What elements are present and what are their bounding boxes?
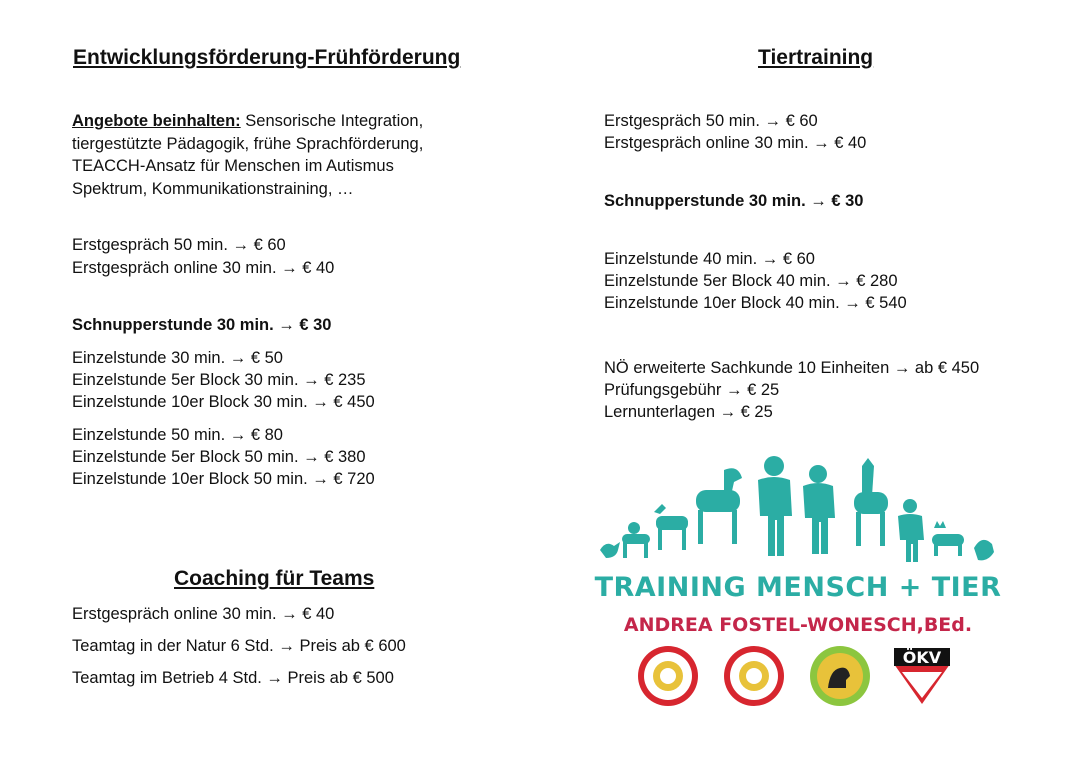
price-line: Einzelstunde 30 min. → € 50 xyxy=(72,349,283,367)
coaching-item: Teamtag im Betrieb 4 Std. → Preis ab € 500 xyxy=(72,669,394,687)
price-line: Erstgespräch online 30 min. → € 40 xyxy=(72,259,335,277)
badge-seal-icon xyxy=(638,646,698,706)
offers-line-2: tiergestützte Pädagogik, frühe Sprachförderung, xyxy=(72,134,424,153)
price-line: Prüfungsgebühr → € 25 xyxy=(604,381,780,399)
offers-line-3: TEACCH-Ansatz für Menschen im Autismus xyxy=(72,157,394,175)
price-line-trial: Schnupperstunde 30 min. → € 30 xyxy=(72,316,332,334)
therapy-dog-badge-icon xyxy=(810,646,870,706)
brand-logo xyxy=(592,450,1004,710)
price-line: Einzelstunde 10er Block 30 min. → € 450 xyxy=(72,393,375,411)
price-line: Erstgespräch online 30 min. → € 40 xyxy=(604,134,867,152)
people-animals-silhouette xyxy=(592,450,1004,578)
certification-badges xyxy=(592,644,1004,708)
price-line: Erstgespräch 50 min. → € 60 xyxy=(604,112,818,130)
okv-badge-text: ÖKV xyxy=(902,648,942,667)
brand-title: TRAINING MENSCH + TIER xyxy=(594,572,1002,603)
coaching-heading: Coaching für Teams xyxy=(174,567,375,590)
coaching-item: Erstgespräch online 30 min. → € 40 xyxy=(72,605,335,623)
okv-badge-icon xyxy=(894,648,950,704)
price-line: Einzelstunde 40 min. → € 60 xyxy=(604,250,815,268)
price-line: Lernunterlagen → € 25 xyxy=(604,403,773,421)
offers-line-4: Spektrum, Kommunikationstraining, … xyxy=(72,179,354,198)
badge-seal-icon xyxy=(724,646,784,706)
offers-label: Angebote beinhalten: xyxy=(72,112,241,130)
price-line: Einzelstunde 5er Block 40 min. → € 280 xyxy=(604,272,898,290)
price-line-trial: Schnupperstunde 30 min. → € 30 xyxy=(604,192,864,210)
price-line: Einzelstunde 5er Block 50 min. → € 380 xyxy=(72,448,366,466)
right-heading: Tiertraining xyxy=(758,46,874,69)
offers-line-1: Sensorische Integration, xyxy=(240,112,424,130)
price-line: Erstgespräch 50 min. → € 60 xyxy=(72,236,286,254)
left-heading: Entwicklungsförderung-Frühförderung xyxy=(73,46,461,69)
offers-paragraph xyxy=(72,110,472,200)
coaching-item: Teamtag in der Natur 6 Std. → Preis ab € 600 xyxy=(72,637,406,655)
price-line: Einzelstunde 5er Block 30 min. → € 235 xyxy=(72,371,366,389)
price-line: NÖ erweiterte Sachkunde 10 Einheiten → ab € 450 xyxy=(604,359,980,377)
brand-subtitle: ANDREA FOSTEL-WONESCH,BEd. xyxy=(623,614,973,636)
price-line: Einzelstunde 10er Block 50 min. → € 720 xyxy=(72,470,375,488)
price-line: Einzelstunde 50 min. → € 80 xyxy=(72,426,283,444)
price-line: Einzelstunde 10er Block 40 min. → € 540 xyxy=(604,294,907,312)
